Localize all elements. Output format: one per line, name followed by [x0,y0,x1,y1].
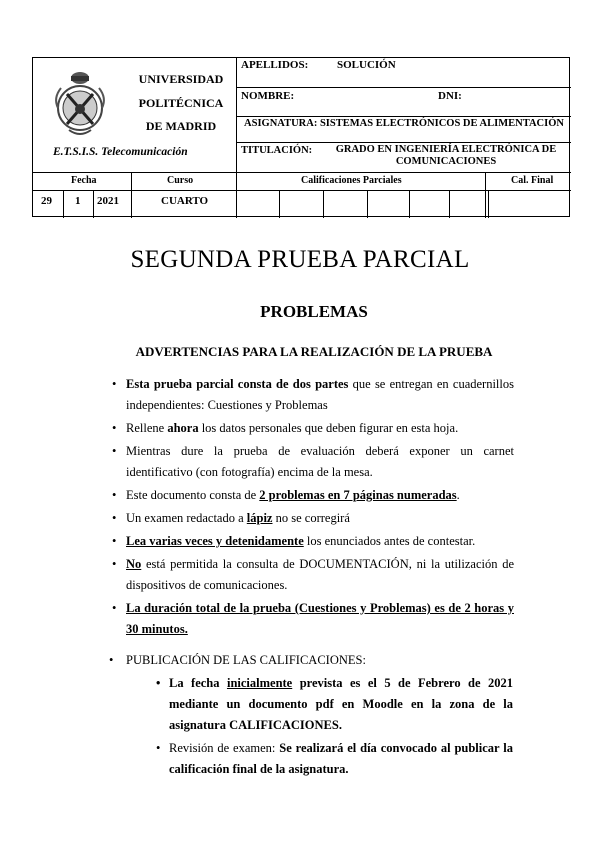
nombre-label: NOMBRE: [241,90,295,102]
list-item: • La fecha inicialmente prevista es el 5 de Febrero de 2021 mediante un documento pdf en Moodle en la zona de la asignatura CALIFICACIONES. [155,673,513,736]
list-item: • Un examen redactado a lápiz no se corregirá [109,508,514,529]
curso-header: Curso [167,175,194,186]
date-month: 1 [75,195,81,207]
university-line-3: DE MADRID [145,119,217,133]
school-name: E.T.S.I.S. Telecomunicación [53,146,188,158]
curso-value: CUARTO [161,195,209,207]
titulacion-label: TITULACIÓN: [241,145,313,156]
asignatura: ASIGNATURA: SISTEMAS ELECTRÓNICOS DE ALIMENTACIÓN [244,118,564,129]
list-item: • La duración total de la prueba (Cuestiones y Problemas) es de 2 horas y 30 minutos. [109,598,514,640]
upm-crest-logo [49,68,111,140]
dni-label: DNI: [438,90,462,102]
publication-list [155,673,513,782]
list-item: • Mientras dure la prueba de evaluación deberá exponer un carnet identificativo (con fotografía) encima de la mesa. [109,441,514,483]
university-line-2: POLITÉCNICA [138,96,224,110]
cal-final-header: Cal. Final [511,175,554,186]
exam-header-table [32,57,570,217]
warnings-heading: ADVERTENCIAS PARA LA REALIZACIÓN DE LA PRUEBA [135,344,493,359]
exam-title: SEGUNDA PRUEBA PARCIAL [130,246,470,273]
list-item: • Rellene ahora los datos personales que deben figurar en esta hoja. [109,418,514,439]
list-item: • Esta prueba parcial consta de dos partes que se entregan en cuadernillos independientes: Cuestiones y Problemas [109,374,514,416]
titulacion-value: GRADO EN INGENIERÍA ELECTRÓNICA DE COMUNICACIONES [335,144,557,167]
list-item: • Este documento consta de 2 problemas en 7 páginas numeradas. [109,485,514,506]
publication-heading: • PUBLICACIÓN DE LAS CALIFICACIONES: [112,653,366,668]
list-item: • Lea varias veces y detenidamente los enunciados antes de contestar. [109,531,514,552]
calificaciones-header: Calificaciones Parciales [301,175,402,186]
list-item: • No está permitida la consulta de DOCUMENTACIÓN, ni la utilización de dispositivos de comunicaciones. [109,554,514,596]
warnings-list [109,374,514,642]
university-line-1: UNIVERSIDAD [138,72,224,86]
fecha-header: Fecha [71,175,97,186]
apellidos-value: SOLUCIÓN [337,59,396,71]
exam-subtitle: PROBLEMAS [260,302,368,321]
list-item: • Revisión de examen: Se realizará el día convocado al publicar la calificación final de la asignatura. [155,738,513,780]
apellidos-label: APELLIDOS: [241,59,309,71]
date-year: 2021 [97,195,119,207]
date-day: 29 [41,195,52,207]
